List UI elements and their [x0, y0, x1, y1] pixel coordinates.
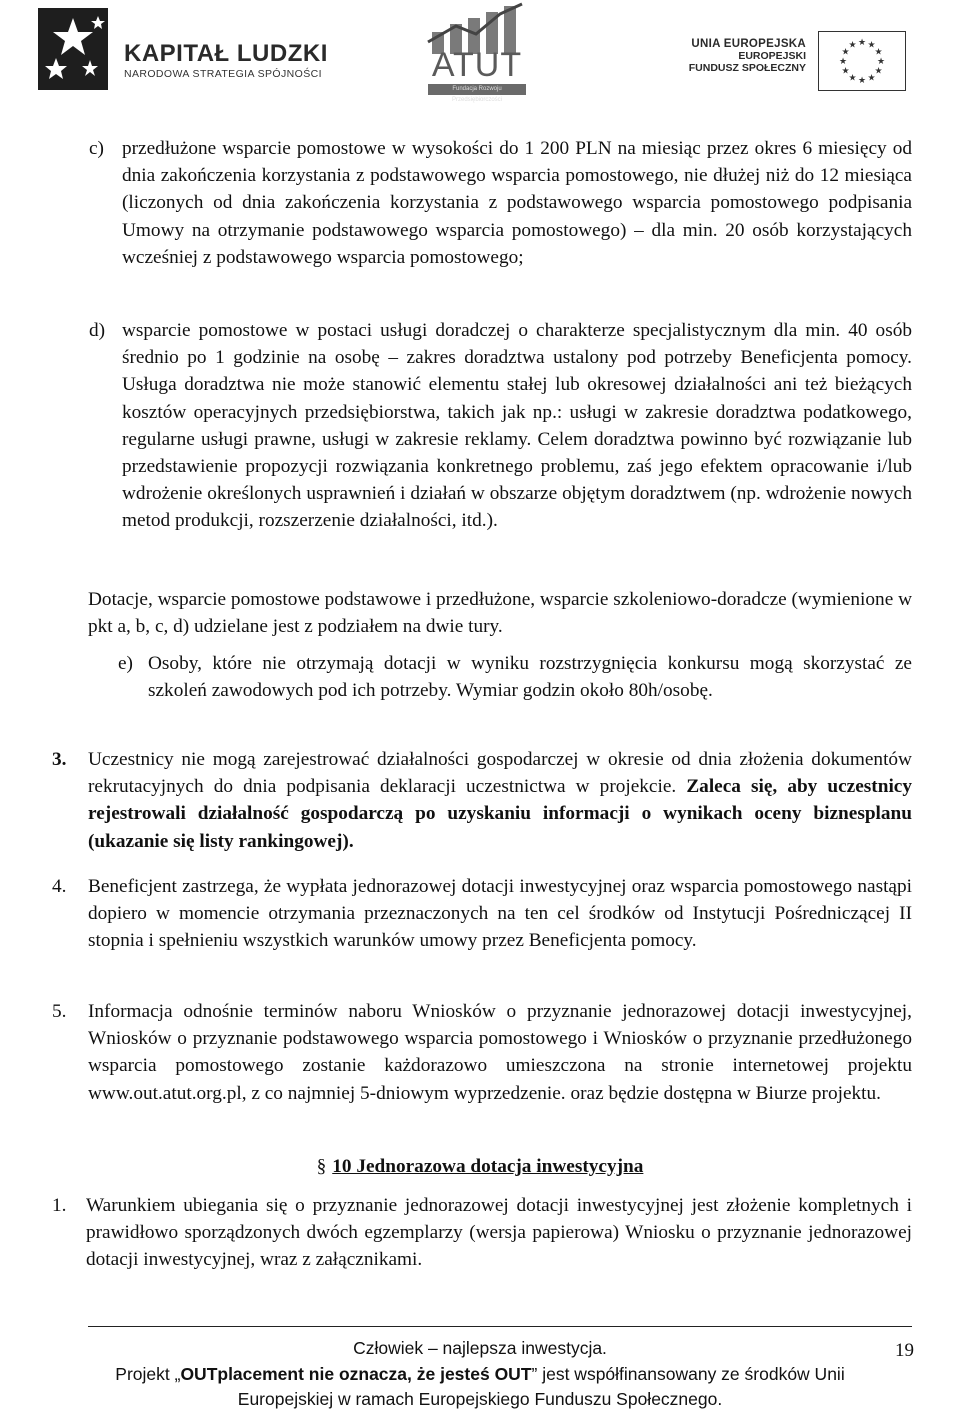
point-5-marker: 5. [52, 1001, 67, 1022]
dotacje-paragraph: Dotacje, wsparcie pomostowe podstawowe i przedłużone, wsparcie szkoleniowo-doradcze (wymienione w pkt a, b, c, d) udzielane jest z podziałem na dwie tury. [88, 589, 912, 638]
item-c-marker: c) [89, 138, 104, 159]
point-4-marker: 4. [52, 876, 67, 897]
eu-star-icon: ★ [848, 72, 857, 83]
atut-tagline: Fundacja Rozwoju Przedsiębiorczości [428, 84, 526, 95]
item-e-marker: e) [118, 653, 133, 674]
s10-point-1-text: Warunkiem ubiegania się o przyznanie jednorazowej dotacji inwestycyjnej jest złożenie kompletnych i prawidłowo sporządzonych dwóch egzemplarzy (wersja papierowa) Wniosku o przyznanie jednorazowej dotacji inwestycyjnej, wraz z załącznikami. [86, 1195, 912, 1271]
section-symbol: § [316, 1156, 327, 1177]
point-3-bold: Zaleca się, aby uczestnicy rejestrowali działalność gospodarczą po uzyskaniu informacji o wynikach oceny biznesplanu (ukazanie się listy rankingowej). [88, 776, 912, 852]
footer-project-name: OUTplacement nie oznacza, że jesteś OUT [180, 1364, 532, 1384]
point-4-text: Beneficjent zastrzega, że wypłata jednorazowej dotacji inwestycyjnej oraz wsparcia pomostowego nastąpi dopiero w momencie otrzymania przeznaczonych na ten cel środków od Instytucji Pośredniczącej II stopnia i spełnieniu wszystkich warunków umowy przez Beneficjenta pomocy. [88, 876, 912, 952]
footer-rule [88, 1326, 912, 1327]
eu-star-icon: ★ [841, 46, 850, 57]
point-3-plain: Uczestnicy nie mogą zarejestrować działalności gospodarczej w okresie od dnia złożenia dokumentów rekrutacyjnych do dnia podpisania deklaracji uczestnictwa w projekcie. [88, 749, 912, 798]
eu-star-icon: ★ [841, 65, 850, 76]
eu-star-icon: ★ [874, 46, 883, 57]
footer-slogan: Człowiek – najlepsza inwestycja. [353, 1338, 607, 1358]
footer-funding-line: Europejskiej w ramach Europejskiego Funduszu Społecznego. [237, 1389, 723, 1409]
eu-star-icon: ★ [848, 39, 857, 50]
atut-logo-text: ATUT [431, 46, 523, 84]
kapital-ludzki-subtitle: NARODOWA STRATEGIA SPÓJNOŚCI [124, 68, 322, 80]
eu-star-icon: ★ [867, 39, 876, 50]
eu-star-icon: ★ [857, 75, 867, 85]
item-d-text: wsparcie pomostowe w postaci usługi doradczej o charakterze specjalistycznym dla min. 40 osób średnio po 1 godzinie na osobę – zakres doradztwa ustalony pod potrzeby Beneficjenta pomocy. Usługa doradztwa nie może stanowić elementu stałej lub okresowej działalności ani też bieżących kosztów operacyjnych przedsiębiorstwa, takich jak np.: usługi w zakresie doradztwa podatkowego, regularne usługi prawne, usługi w zakresie reklamy. Celem doradztwa powinno być rozwiązanie lub przedstawienie propozycji rozwiązania konkretnego problemu, zaś jego efektem opracowanie i/lub wdrożenie określonych usprawnień i działań w obszarze objętym doradztwem (np. wdrożenie nowych metod produkcji, rozszerzenie działalności, itd.). [122, 320, 912, 532]
page-number: 19 [895, 1340, 914, 1361]
kapital-ludzki-title: KAPITAŁ LUDZKI [124, 40, 328, 67]
eu-star-icon: ★ [838, 56, 848, 66]
point-5-text: Informacja odnośnie terminów naboru Wniosków o przyznanie jednorazowej dotacji inwestycyjnej, Wniosków o przyznanie podstawowego wsparcia pomostowego i Wniosków o przyznanie przedłużonego wsparcia pomostowego zostanie każdorazowo umieszczona na stronie internetowej projektu www.out.atut.org.pl, z co najmniej 5-dniowym wyprzedzenie. oraz będzie dostępna w Biurze projektu. [88, 1001, 912, 1104]
eu-label [686, 38, 806, 74]
item-e-text: Osoby, które nie otrzymają dotacji w wyniku rozstrzygnięcia konkursu mogą skorzystać ze szkoleń zawodowych pod ich potrzeby. Wymiar godzin około 80h/osobę. [148, 653, 912, 702]
footer-project-line [40, 1364, 920, 1385]
item-c-text: przedłużone wsparcie pomostowe w wysokości do 1 200 PLN na miesiąc przez okres 6 miesięcy od dnia zakończenia korzystania z podstawowego wsparcia pomostowego, nie dłużej niż do 12 miesiąca (liczonych od dnia zakończenia korzystania z podstawowego wsparcia pomostowego podpisania Umowy na otrzymanie podstawowego wsparcia pomostowego) – dla min. 20 osób korzystających wcześniej z podstawowego wsparcia pomostowego; [122, 138, 912, 268]
point-3-marker: 3. [52, 749, 67, 770]
eu-star-icon: ★ [867, 72, 876, 83]
point-3-text [88, 746, 912, 855]
footer-project-pre: Projekt „ [115, 1364, 181, 1384]
section-title: 10 Jednorazowa dotacja inwestycyjna [332, 1156, 644, 1177]
eu-line-2: EUROPEJSKI [738, 50, 806, 62]
footer-project-post: ” jest współfinansowany ze środków Unii [531, 1364, 845, 1384]
page-header [0, 0, 960, 112]
kapital-ludzki-logo-icon [38, 8, 108, 90]
section-heading [0, 1153, 960, 1180]
eu-flag-icon [818, 31, 906, 91]
eu-star-icon: ★ [857, 37, 867, 47]
eu-star-icon: ★ [874, 65, 883, 76]
s10-point-1-marker: 1. [52, 1195, 67, 1216]
item-d-marker: d) [89, 320, 106, 341]
eu-line-1: UNIA EUROPEJSKA [691, 38, 806, 50]
eu-star-icon: ★ [876, 56, 886, 66]
eu-line-3: FUNDUSZ SPOŁECZNY [688, 62, 806, 74]
